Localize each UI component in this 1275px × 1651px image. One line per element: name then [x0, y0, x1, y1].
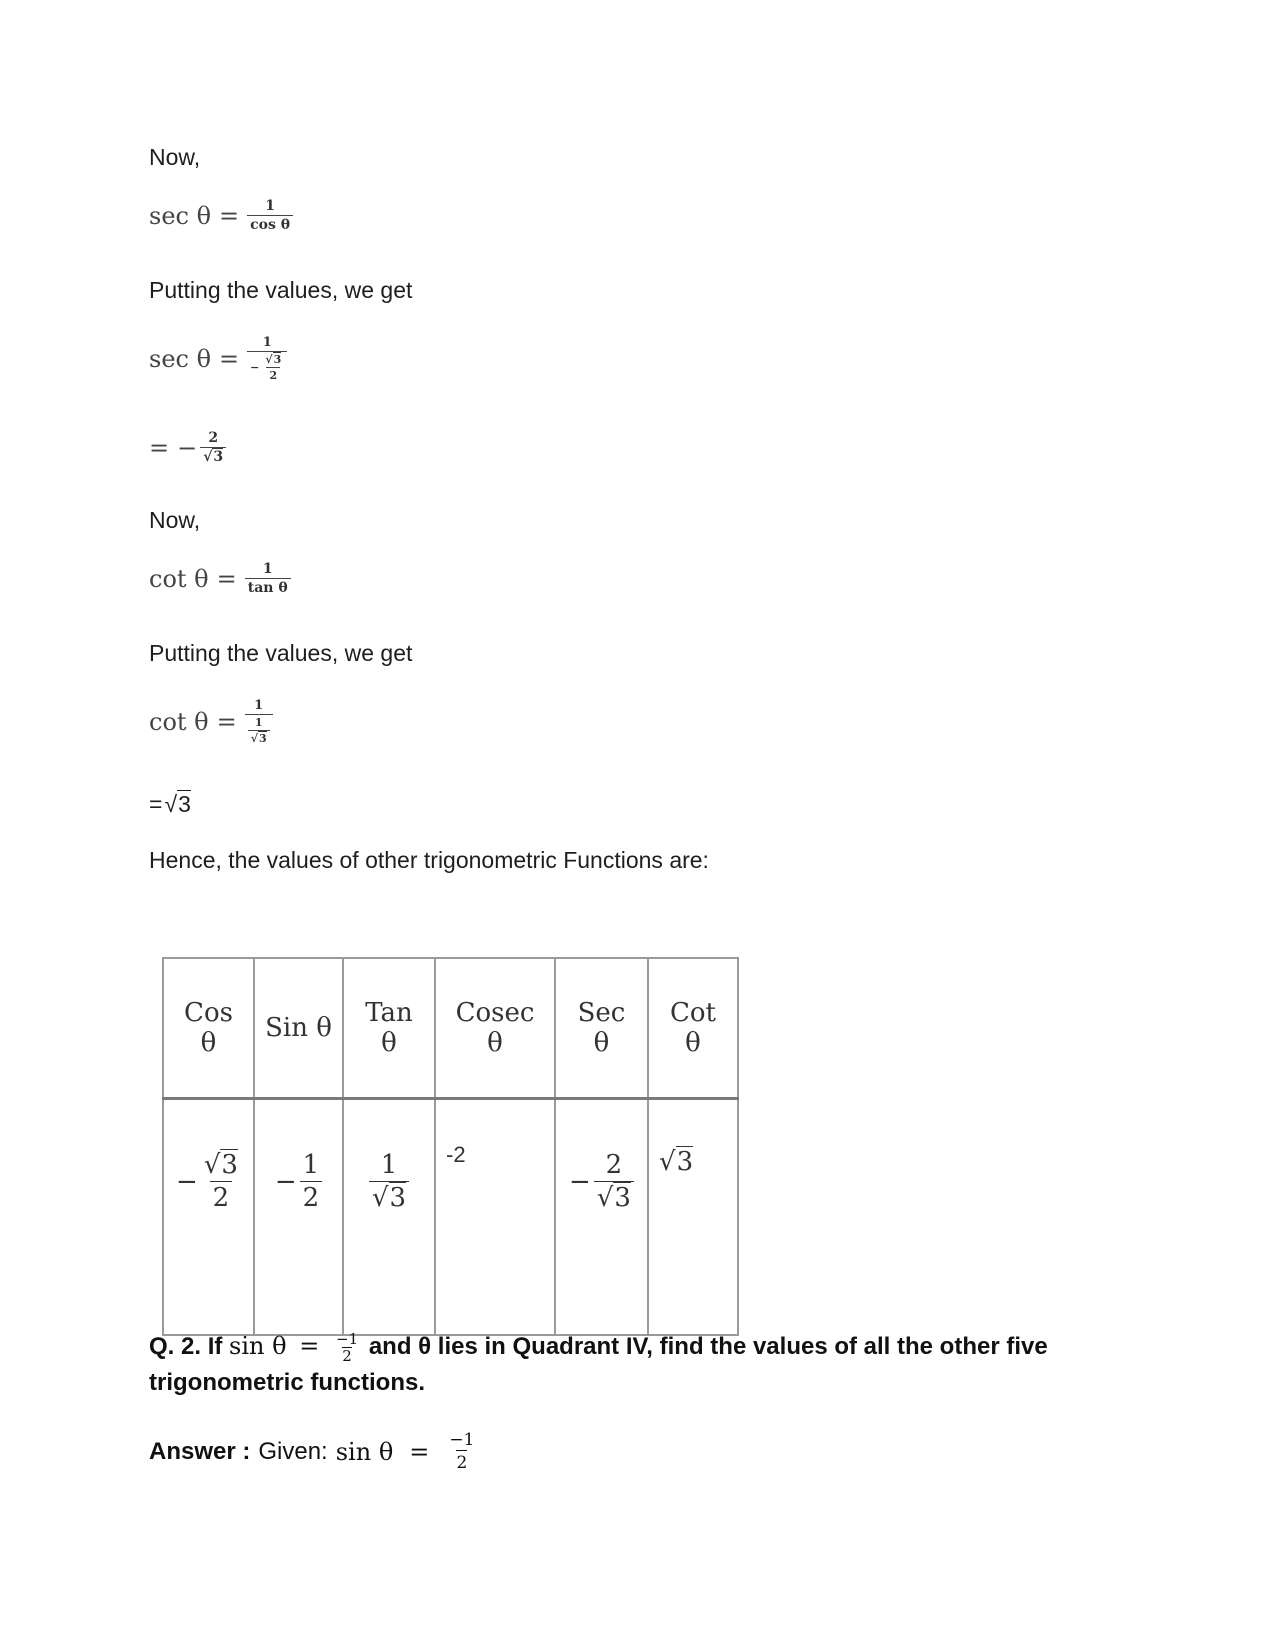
equation-cot-definition: cot θ = $\frac{1}{\text{tan θ}}$: [149, 561, 291, 596]
text-now-2: Now,: [149, 507, 201, 533]
equation-cot-result: =√3: [149, 791, 191, 817]
equation-cot-substituted: cot θ = $\frac{1}{\frac{1}{√3}}$: [149, 698, 273, 745]
value-cot: √ 3: [648, 1099, 738, 1336]
equation-sec-definition: sec θ = $\frac{1}{\text{cos θ}}$: [149, 198, 293, 233]
trig-values-table: [162, 957, 739, 1336]
text-putting-values-1: Putting the values, we get: [149, 277, 413, 303]
text-now-1: Now,: [149, 144, 201, 170]
header-cot: Cot θ: [648, 958, 738, 1099]
answer-line: Answer : Given: sin θ = $\frac{-1}{2}$: [149, 1430, 475, 1473]
text-hence: Hence, the values of other trigonometric Functions are:: [149, 847, 709, 873]
table-header-row: [163, 958, 738, 1099]
sec-function: sec θ: [149, 201, 212, 230]
cot-function: cot θ: [149, 564, 209, 593]
value-sec: − $\frac{2}{√3}$: [555, 1099, 648, 1336]
header-cos: Cos θ: [163, 958, 254, 1099]
value-cos: − $\frac{√3}{2}$: [163, 1099, 254, 1336]
fraction-one-over-cos: $\frac{1}{\text{cos θ}}$: [247, 198, 293, 233]
header-cosec: Cosec θ: [435, 958, 555, 1099]
fraction-one-over-tan: $\frac{1}{\text{tan θ}}$: [245, 561, 291, 596]
value-sin: − $\frac{1}{2}$: [254, 1099, 343, 1336]
value-tan: $\frac{1}{√3}$: [343, 1099, 435, 1336]
header-sin: Sin θ: [254, 958, 343, 1099]
header-sec: Sec θ: [555, 958, 648, 1099]
equation-sec-substituted: sec θ = 1 − $\frac{√3}{2}$: [149, 335, 287, 382]
table-value-row: [163, 1099, 738, 1336]
equation-sec-result: = − $\frac{2}{√3}$: [149, 430, 226, 465]
header-tan: Tan θ: [343, 958, 435, 1099]
text-putting-values-2: Putting the values, we get: [149, 640, 413, 666]
question-2: Q. 2. If sin θ = $\frac{-1}{2}$ and θ lies in Quadrant IV, find the values of all the other five trigonometric functions.: [149, 1330, 1048, 1396]
value-cosec: -2: [435, 1099, 555, 1336]
